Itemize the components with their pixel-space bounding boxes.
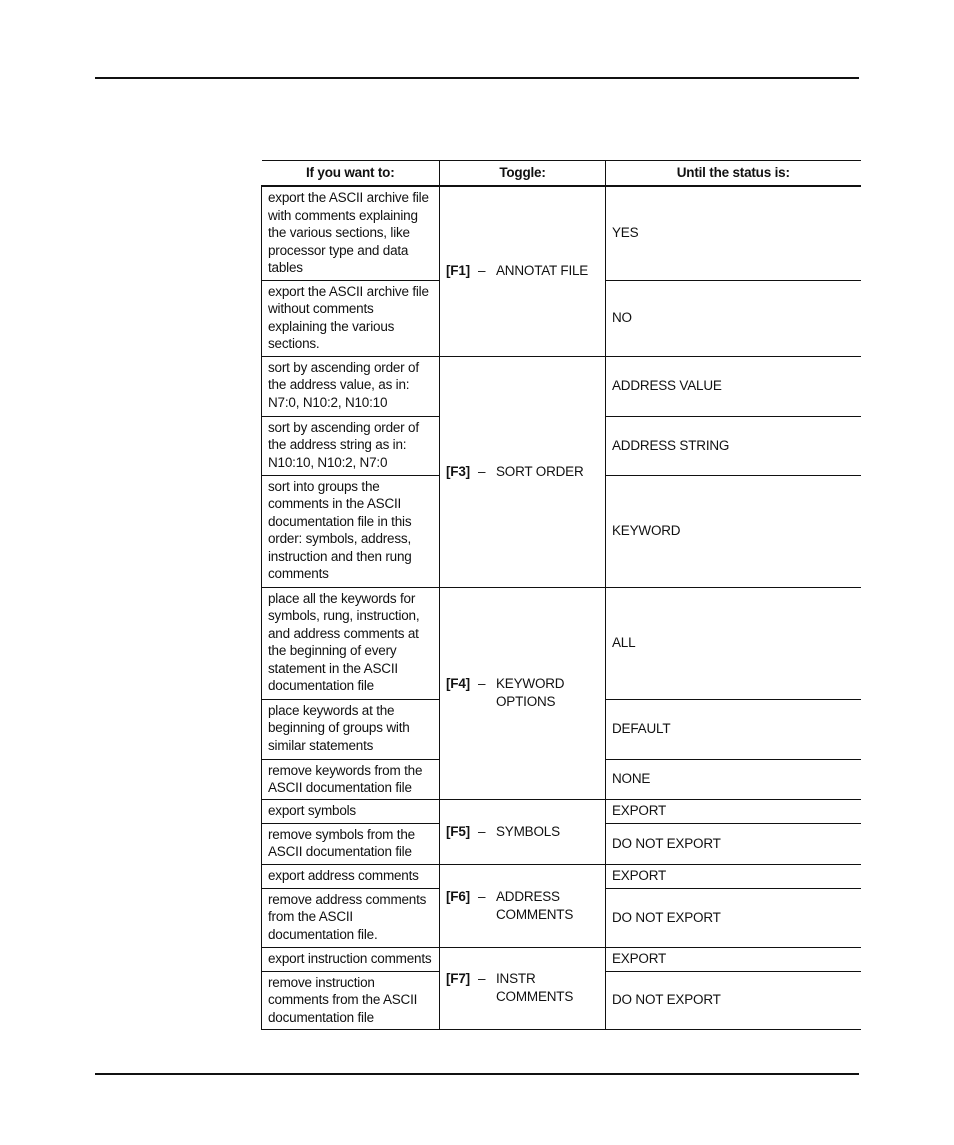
status-cell: EXPORT	[606, 947, 861, 971]
table-row	[262, 799, 861, 823]
table-row	[262, 947, 861, 971]
toggle-cell-f3	[440, 356, 606, 587]
want-cell: sort into groups the comments in the ASCII documentation file in this order: symbols, address, instruction and then rung comments	[262, 475, 440, 587]
toggle-cell-f1	[440, 186, 606, 356]
toggle-key: [F7]	[446, 971, 470, 987]
toggle-cell-f6	[440, 864, 606, 947]
status-cell: YES	[606, 186, 861, 280]
toggle-key: [F6]	[446, 888, 470, 904]
header-rule	[95, 77, 859, 79]
toggle-name: ADDRESS COMMENTS	[496, 888, 574, 922]
want-cell: export address comments	[262, 864, 440, 888]
status-cell: ALL	[606, 587, 861, 699]
toggle-dash: –	[478, 888, 486, 904]
toggle-name: INSTR COMMENTS	[496, 971, 574, 1004]
toggle-dash: –	[478, 463, 486, 479]
status-cell: KEYWORD	[606, 475, 861, 587]
want-cell: place all the keywords for symbols, rung, instruction, and address comments at the beginning of every statement in the ASCII documentation file	[262, 587, 440, 699]
status-cell: DO NOT EXPORT	[606, 823, 861, 864]
toggle-key: [F1]	[446, 263, 470, 279]
toggle-key: [F4]	[446, 676, 470, 692]
status-cell: NONE	[606, 759, 861, 799]
toggle-name: SYMBOLS	[496, 823, 560, 839]
column-header-want: If you want to:	[262, 161, 440, 187]
toggle-cell-f5	[440, 799, 606, 864]
want-cell: export symbols	[262, 799, 440, 823]
toggle-dash: –	[478, 263, 486, 279]
status-cell: DO NOT EXPORT	[606, 888, 861, 947]
toggle-cell-f4	[440, 587, 606, 799]
table-row	[262, 186, 861, 280]
column-header-status: Until the status is:	[606, 161, 861, 187]
want-cell: sort by ascending order of the address string as in: N10:10, N10:2, N7:0	[262, 416, 440, 475]
table-row	[262, 587, 861, 699]
footer-rule	[95, 1073, 859, 1075]
table-header-row	[262, 161, 861, 187]
toggle-name: ANNOTAT FILE	[496, 263, 589, 279]
want-cell: place keywords at the beginning of groups with similar statements	[262, 699, 440, 759]
toggle-dash: –	[478, 676, 486, 692]
want-cell: export the ASCII archive file with comments explaining the various sections, like processor type and data tables	[262, 186, 440, 280]
table-row	[262, 864, 861, 888]
want-cell: remove symbols from the ASCII documentation file	[262, 823, 440, 864]
toggle-dash: –	[478, 971, 486, 987]
want-cell: sort by ascending order of the address value, as in: N7:0, N10:2, N10:10	[262, 356, 440, 416]
table-row	[262, 356, 861, 416]
toggle-cell-f7	[440, 947, 606, 1029]
status-cell: EXPORT	[606, 799, 861, 823]
toggle-dash: –	[478, 823, 486, 839]
want-cell: remove keywords from the ASCII documentation file	[262, 759, 440, 799]
toggle-key: [F3]	[446, 463, 470, 479]
status-cell: ADDRESS VALUE	[606, 356, 861, 416]
toggle-name: SORT ORDER	[496, 463, 584, 479]
column-header-toggle: Toggle:	[440, 161, 606, 187]
status-cell: DEFAULT	[606, 699, 861, 759]
toggle-table	[261, 160, 861, 1030]
status-cell: EXPORT	[606, 864, 861, 888]
want-cell: remove address comments from the ASCII documentation file.	[262, 888, 440, 947]
want-cell: export instruction comments	[262, 947, 440, 971]
want-cell: export the ASCII archive file without comments explaining the various sections.	[262, 280, 440, 356]
status-cell: DO NOT EXPORT	[606, 971, 861, 1029]
want-cell: remove instruction comments from the ASCII documentation file	[262, 971, 440, 1029]
toggle-name: KEYWORD OPTIONS	[496, 676, 565, 709]
toggle-key: [F5]	[446, 823, 470, 839]
status-cell: ADDRESS STRING	[606, 416, 861, 475]
status-cell: NO	[606, 280, 861, 356]
